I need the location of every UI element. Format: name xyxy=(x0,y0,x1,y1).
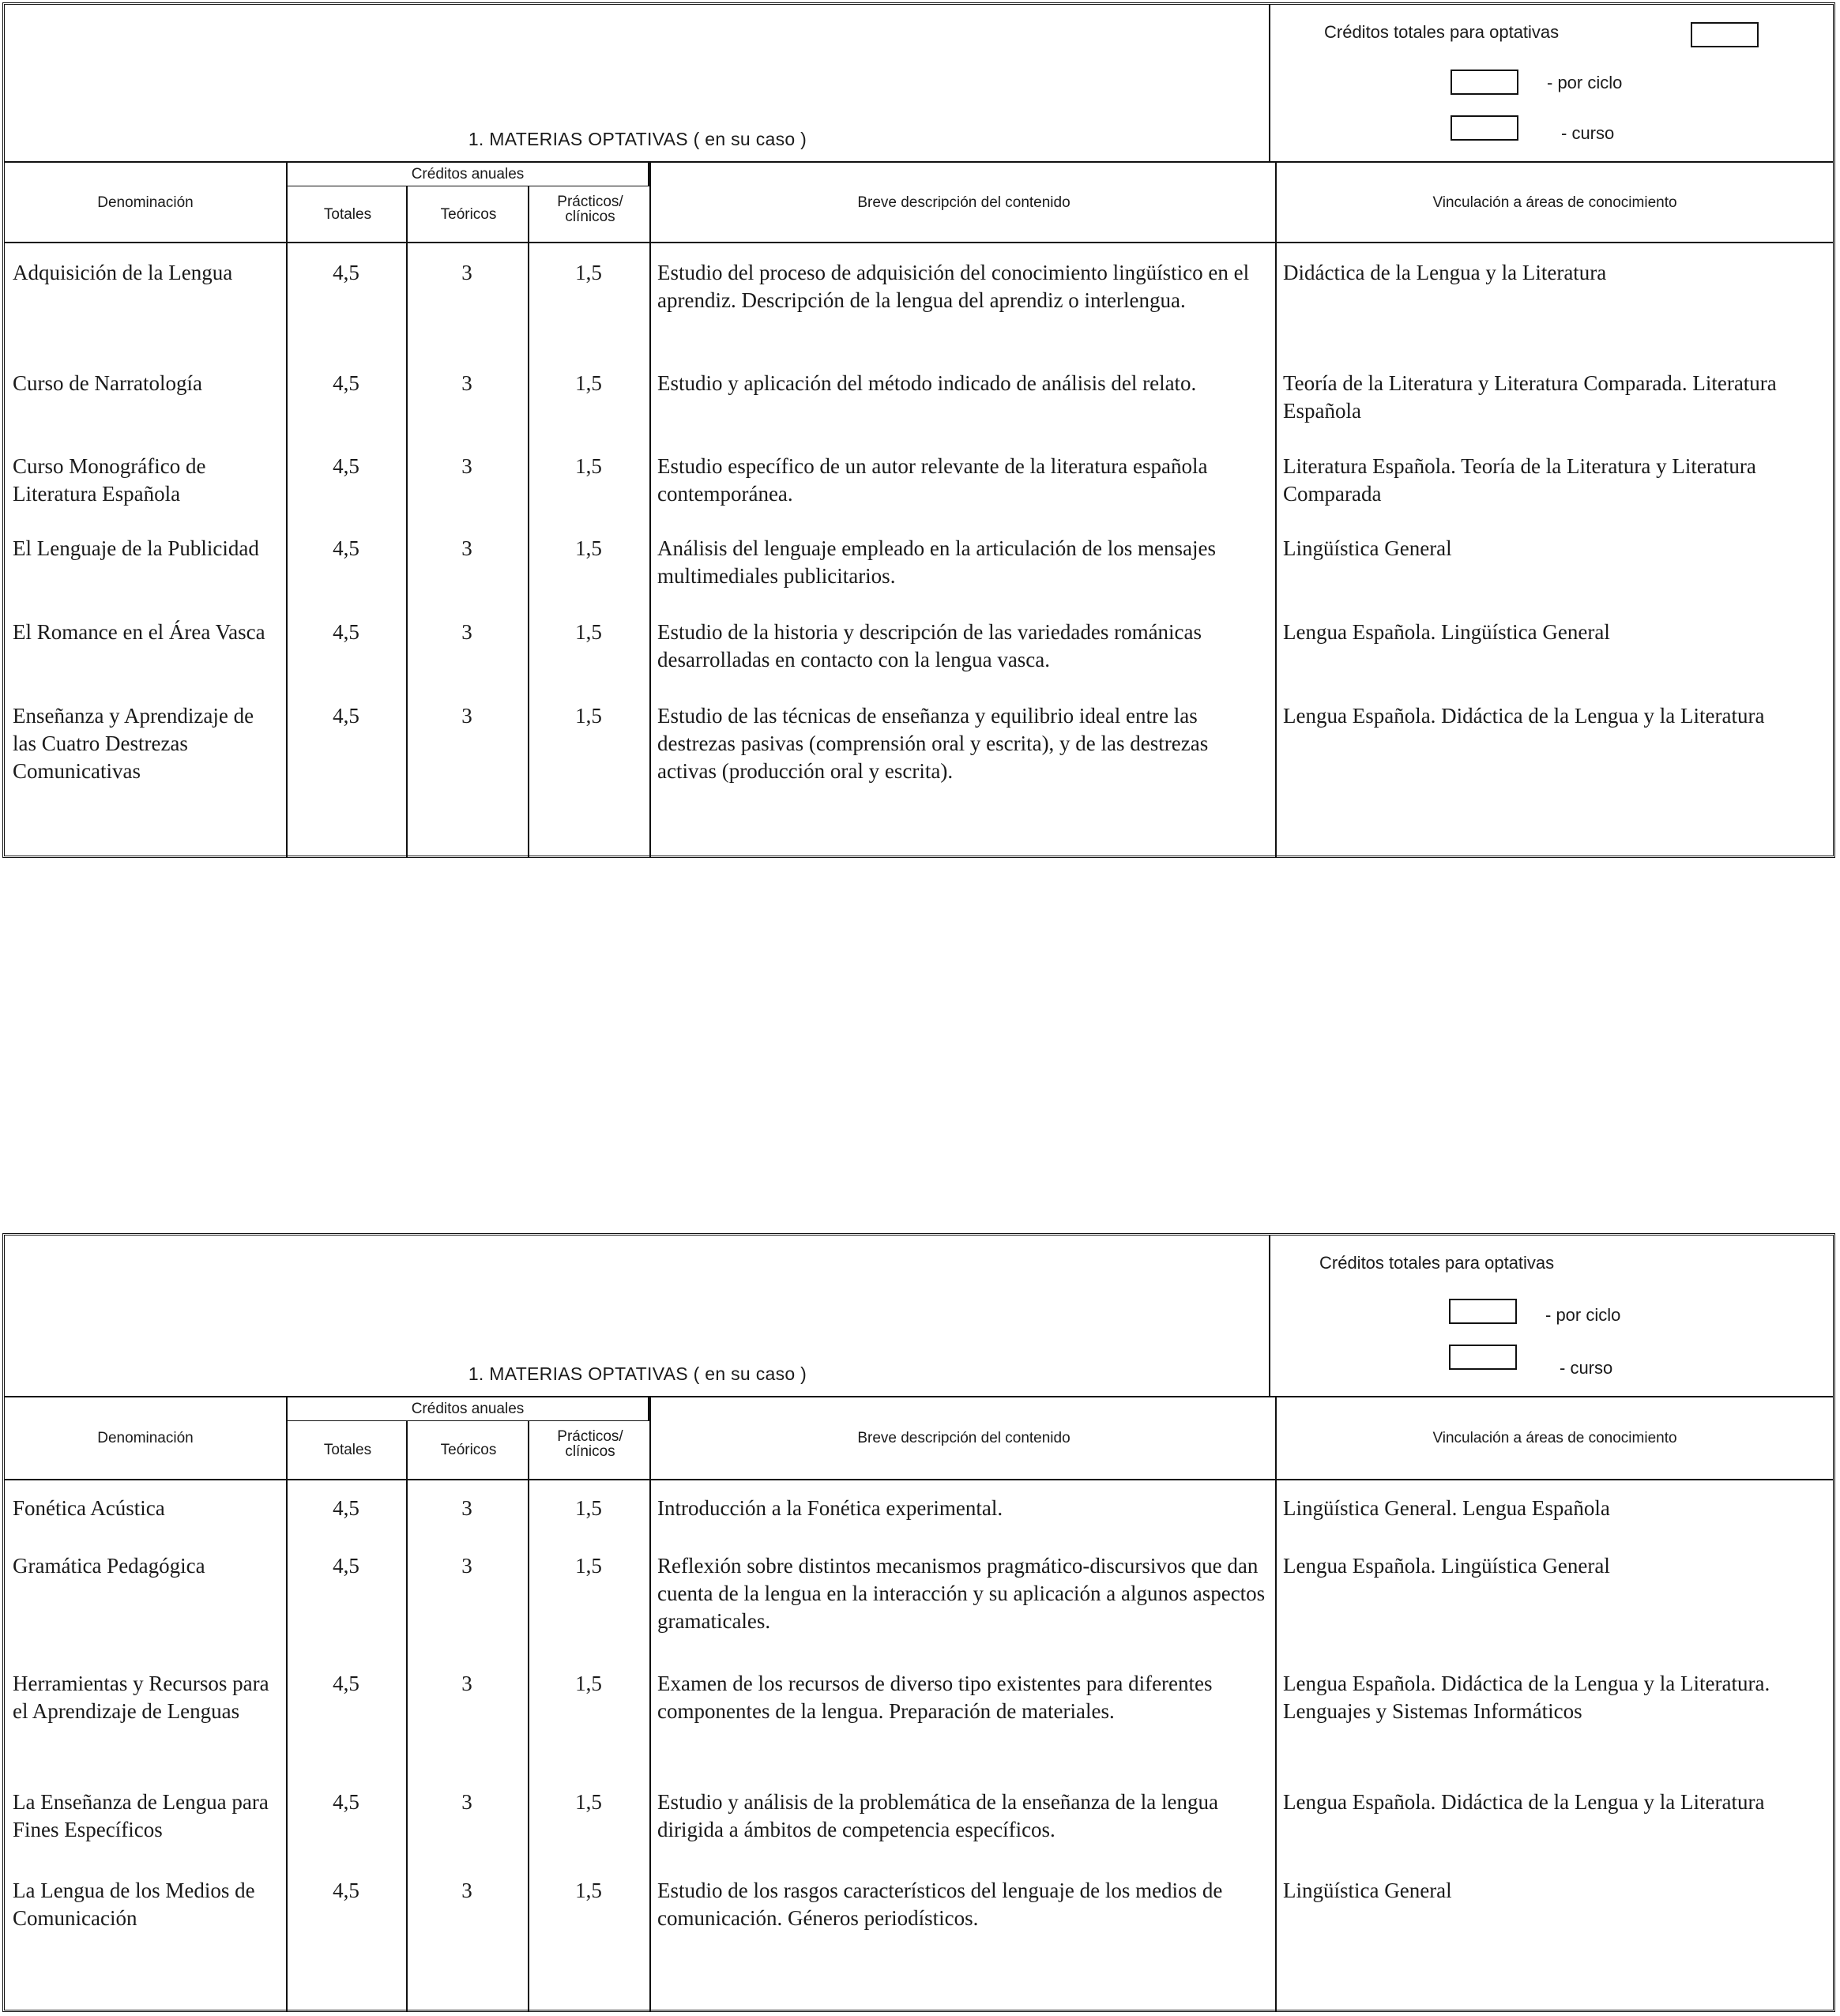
cell-totales: 4,5 xyxy=(333,1672,359,1695)
cell-descripcion: Estudio del proceso de adquisición del conocimiento lingüístico en el aprendiz. Descripción de la lengua del aprendiz o interlengua. xyxy=(657,261,1250,312)
cell-teoricos: 3 xyxy=(461,1554,472,1578)
cell-denominacion: El Lenguaje de la Publicidad xyxy=(13,536,259,560)
cell-vinculacion: Lengua Española. Lingüística General xyxy=(1283,1554,1610,1578)
cell-practicos: 1,5 xyxy=(575,1879,602,1902)
cell-teoricos: 3 xyxy=(461,261,472,284)
credits-por-ciclo-box[interactable] xyxy=(1451,70,1518,95)
cell-practicos: 1,5 xyxy=(575,371,602,395)
cell-vinculacion: Lengua Española. Didáctica de la Lengua y la Literatura. Lenguajes y Sistemas Informáticos xyxy=(1283,1672,1770,1723)
cell-practicos: 1,5 xyxy=(575,1496,602,1520)
cell-practicos: 1,5 xyxy=(575,261,602,284)
cell-denominacion: La Lengua de los Medios de Comunicación xyxy=(13,1879,255,1930)
col-practicos xyxy=(528,1421,651,1479)
cell-totales: 4,5 xyxy=(333,1879,359,1902)
cell-practicos: 1,5 xyxy=(575,454,602,478)
cell-denominacion: Curso Monográfico de Literatura Española xyxy=(13,454,206,506)
col-practicos-line2: clínicos xyxy=(565,209,615,225)
cell-totales: 4,5 xyxy=(333,1790,359,1814)
column-headers xyxy=(5,163,1833,243)
credits-area xyxy=(1269,1236,1833,1396)
cell-denominacion: Curso de Narratología xyxy=(13,371,202,395)
cell-totales: 4,5 xyxy=(333,1554,359,1578)
table-body xyxy=(5,243,1833,857)
por-ciclo-label: - por ciclo xyxy=(1545,1305,1621,1325)
cell-totales: 4,5 xyxy=(333,454,359,478)
cell-vinculacion: Lingüística General xyxy=(1283,1879,1452,1902)
table-header xyxy=(5,1236,1833,1397)
credits-area xyxy=(1269,5,1833,161)
cell-denominacion: Fonética Acústica xyxy=(13,1496,165,1520)
col-teoricos: Teóricos xyxy=(406,1421,529,1479)
credits-total-box[interactable] xyxy=(1691,22,1759,47)
cell-denominacion: Adquisición de la Lengua xyxy=(13,261,233,284)
cell-totales: 4,5 xyxy=(333,371,359,395)
cell-totales: 4,5 xyxy=(333,261,359,284)
col-totales: Totales xyxy=(286,186,408,242)
cell-vinculacion: Lengua Española. Lingüística General xyxy=(1283,620,1610,644)
col-vinculacion: Vinculación a áreas de conocimiento xyxy=(1275,1397,1833,1479)
cell-totales: 4,5 xyxy=(333,1496,359,1520)
cell-descripcion: Análisis del lenguaje empleado en la articulación de los mensajes multimediales publicitarios. xyxy=(657,536,1217,588)
col-descripcion: Breve descripción del contenido xyxy=(649,163,1277,242)
col-practicos-line1: Prácticos/ xyxy=(557,1428,623,1445)
col-denominacion: Denominación xyxy=(97,194,194,211)
table-body xyxy=(5,1480,1833,2011)
title-area xyxy=(5,5,1270,161)
cell-teoricos: 3 xyxy=(461,1672,472,1695)
cell-vinculacion: Lengua Española. Didáctica de la Lengua y la Literatura xyxy=(1283,704,1765,728)
cell-descripcion: Introducción a la Fonética experimental. xyxy=(657,1496,1003,1520)
cell-practicos: 1,5 xyxy=(575,704,602,728)
col-practicos xyxy=(528,186,651,242)
cell-practicos: 1,5 xyxy=(575,1790,602,1814)
cell-denominacion: Gramática Pedagógica xyxy=(13,1554,205,1578)
col-creditos-anuales: Créditos anuales xyxy=(286,163,649,186)
cell-totales: 4,5 xyxy=(333,620,359,644)
cell-practicos: 1,5 xyxy=(575,536,602,560)
credits-curso-box[interactable] xyxy=(1449,1345,1517,1370)
cell-denominacion: El Romance en el Área Vasca xyxy=(13,620,265,644)
cell-vinculacion: Lingüística General xyxy=(1283,536,1452,560)
section-title: 1. MATERIAS OPTATIVAS ( en su caso ) xyxy=(468,129,807,149)
curso-label: - curso xyxy=(1560,1358,1613,1378)
cell-vinculacion: Teoría de la Literatura y Literatura Comparada. Literatura Española xyxy=(1283,371,1777,423)
col-practicos-line1: Prácticos/ xyxy=(557,194,623,210)
cell-practicos: 1,5 xyxy=(575,620,602,644)
cell-vinculacion: Lingüística General. Lengua Española xyxy=(1283,1496,1610,1520)
credits-total-label: Créditos totales para optativas xyxy=(1324,22,1560,42)
cell-totales: 4,5 xyxy=(333,536,359,560)
cell-descripcion: Estudio y análisis de la problemática de la enseñanza de la lengua dirigida a ámbitos de competencia específicos. xyxy=(657,1790,1218,1841)
col-descripcion: Breve descripción del contenido xyxy=(649,1397,1277,1479)
column-headers xyxy=(5,1397,1833,1480)
cell-denominacion: Enseñanza y Aprendizaje de las Cuatro Destrezas Comunicativas xyxy=(13,704,254,783)
col-practicos-line2: clínicos xyxy=(565,1443,615,1460)
col-teoricos: Teóricos xyxy=(406,186,529,242)
col-creditos-anuales: Créditos anuales xyxy=(286,1397,649,1421)
cell-descripcion: Examen de los recursos de diverso tipo existentes para diferentes componentes de la lengua. Preparación de materiales. xyxy=(657,1672,1213,1723)
table-header xyxy=(5,5,1833,163)
cell-practicos: 1,5 xyxy=(575,1672,602,1695)
cell-teoricos: 3 xyxy=(461,1879,472,1902)
por-ciclo-label: - por ciclo xyxy=(1547,73,1623,92)
col-vinculacion: Vinculación a áreas de conocimiento xyxy=(1275,163,1833,242)
cell-vinculacion: Lengua Española. Didáctica de la Lengua y la Literatura xyxy=(1283,1790,1765,1814)
curso-label: - curso xyxy=(1561,123,1615,143)
cell-teoricos: 3 xyxy=(461,1496,472,1520)
cell-teoricos: 3 xyxy=(461,536,472,560)
col-denominacion: Denominación xyxy=(97,1430,194,1446)
cell-teoricos: 3 xyxy=(461,454,472,478)
credits-curso-box[interactable] xyxy=(1451,115,1518,141)
cell-vinculacion: Literatura Española. Teoría de la Literatura y Literatura Comparada xyxy=(1283,454,1756,506)
cell-teoricos: 3 xyxy=(461,1790,472,1814)
title-area xyxy=(5,1236,1270,1396)
cell-denominacion: Herramientas y Recursos para el Aprendizaje de Lenguas xyxy=(13,1672,269,1723)
cell-teoricos: 3 xyxy=(461,704,472,728)
credits-por-ciclo-box[interactable] xyxy=(1449,1299,1517,1324)
cell-descripcion: Estudio de los rasgos característicos del lenguaje de los medios de comunicación. Géneros periodísticos. xyxy=(657,1879,1223,1930)
section-title: 1. MATERIAS OPTATIVAS ( en su caso ) xyxy=(468,1363,807,1384)
cell-practicos: 1,5 xyxy=(575,1554,602,1578)
cell-descripcion: Estudio de la historia y descripción de las variedades románicas desarrolladas en contacto con la lengua vasca. xyxy=(657,620,1202,671)
cell-teoricos: 3 xyxy=(461,620,472,644)
optativas-table-1 xyxy=(2,2,1835,858)
cell-teoricos: 3 xyxy=(461,371,472,395)
cell-descripcion: Estudio específico de un autor relevante de la literatura española contemporánea. xyxy=(657,454,1208,506)
col-totales: Totales xyxy=(286,1421,408,1479)
cell-descripcion: Estudio y aplicación del método indicado de análisis del relato. xyxy=(657,371,1197,395)
cell-vinculacion: Didáctica de la Lengua y la Literatura xyxy=(1283,261,1607,284)
optativas-table-2 xyxy=(2,1233,1835,2012)
cell-denominacion: La Enseñanza de Lengua para Fines Específicos xyxy=(13,1790,269,1841)
cell-descripcion: Reflexión sobre distintos mecanismos pragmático-discursivos que dan cuenta de la lengua en la interacción y su aplicación a algunos aspectos gramaticales. xyxy=(657,1554,1266,1633)
credits-total-label: Créditos totales para optativas xyxy=(1319,1253,1555,1273)
cell-descripcion: Estudio de las técnicas de enseñanza y equilibrio ideal entre las destrezas pasivas (comprensión oral y escrita), y de las destrezas activas (producción oral y escrita). xyxy=(657,704,1209,783)
cell-totales: 4,5 xyxy=(333,704,359,728)
